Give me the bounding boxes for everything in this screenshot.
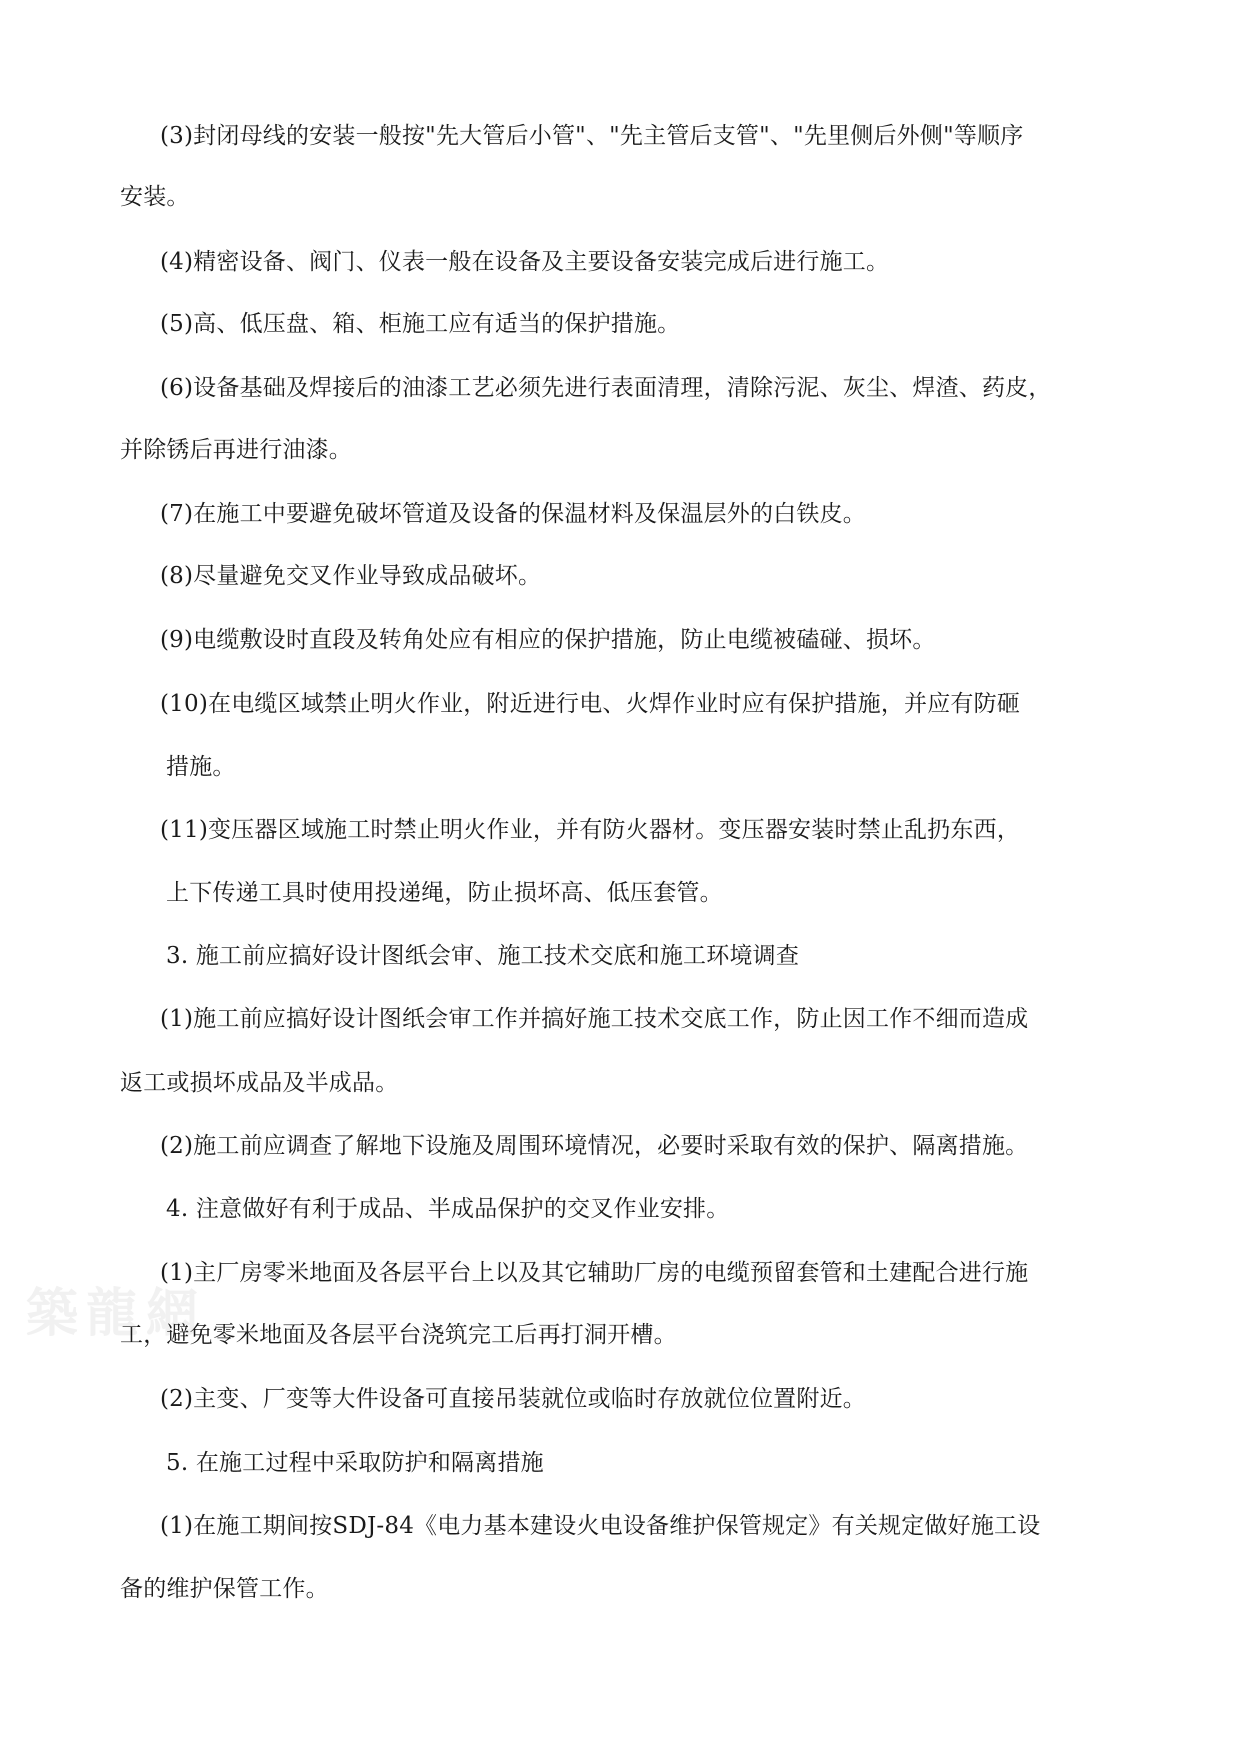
text-line: 安装。 — [120, 184, 190, 210]
text-line: (3)封闭母线的安装一般按"先大管后小管"、"先主管后支管"、"先里侧后外侧"等顺序 — [160, 123, 1024, 149]
text-line: 返工或损坏成品及半成品。 — [120, 1070, 399, 1096]
section-heading: 4. 注意做好有利于成品、半成品保护的交叉作业安排。 — [166, 1196, 730, 1222]
text-line: (1)施工前应搞好设计图纸会审工作并搞好施工技术交底工作，防止因工作不细而造成 — [160, 1006, 1029, 1032]
text-line: 备的维护保管工作。 — [120, 1576, 329, 1602]
section-heading: 5. 在施工过程中采取防护和隔离措施 — [166, 1450, 544, 1476]
text-line: (6)设备基础及焊接后的油漆工艺必须先进行表面清理，清除污泥、灰尘、焊渣、药皮， — [160, 375, 1052, 401]
text-line: (10)在电缆区域禁止明火作业，附近进行电、火焊作业时应有保护措施，并应有防砸 — [160, 691, 1021, 717]
watermark: 築龍網 — [26, 1283, 207, 1344]
text-line: 工，避免零米地面及各层平台浇筑完工后再打洞开槽。 — [120, 1322, 677, 1348]
text-line: (9)电缆敷设时直段及转角处应有相应的保护措施，防止电缆被磕碰、损坏。 — [160, 627, 936, 653]
text-line: (5)高、低压盘、箱、柜施工应有适当的保护措施。 — [160, 311, 681, 337]
text-line: (11)变压器区域施工时禁止明火作业，并有防火器材。变压器安装时禁止乱扔东西， — [160, 817, 1021, 843]
text-line: 措施。 — [166, 754, 236, 780]
text-line: (4)精密设备、阀门、仪表一般在设备及主要设备安装完成后进行施工。 — [160, 249, 890, 275]
text-line: (7)在施工中要避免破坏管道及设备的保温材料及保温层外的白铁皮。 — [160, 501, 866, 527]
text-line: (2)主变、厂变等大件设备可直接吊装就位或临时存放就位位置附近。 — [160, 1386, 866, 1412]
section-heading: 3. 施工前应搞好设计图纸会审、施工技术交底和施工环境调查 — [166, 943, 800, 969]
text-line: 并除锈后再进行油漆。 — [120, 437, 352, 463]
text-line: (2)施工前应调查了解地下设施及周围环境情况，必要时采取有效的保护、隔离措施。 — [160, 1133, 1029, 1159]
text-line: (1)主厂房零米地面及各层平台上以及其它辅助厂房的电缆预留套管和土建配合进行施 — [160, 1260, 1029, 1286]
text-line: (1)在施工期间按SDJ-84《电力基本建设火电设备维护保管规定》有关规定做好施工设 — [160, 1513, 1041, 1539]
text-line: 上下传递工具时使用投递绳，防止损坏高、低压套管。 — [166, 880, 723, 906]
text-line: (8)尽量避免交叉作业导致成品破坏。 — [160, 563, 542, 589]
